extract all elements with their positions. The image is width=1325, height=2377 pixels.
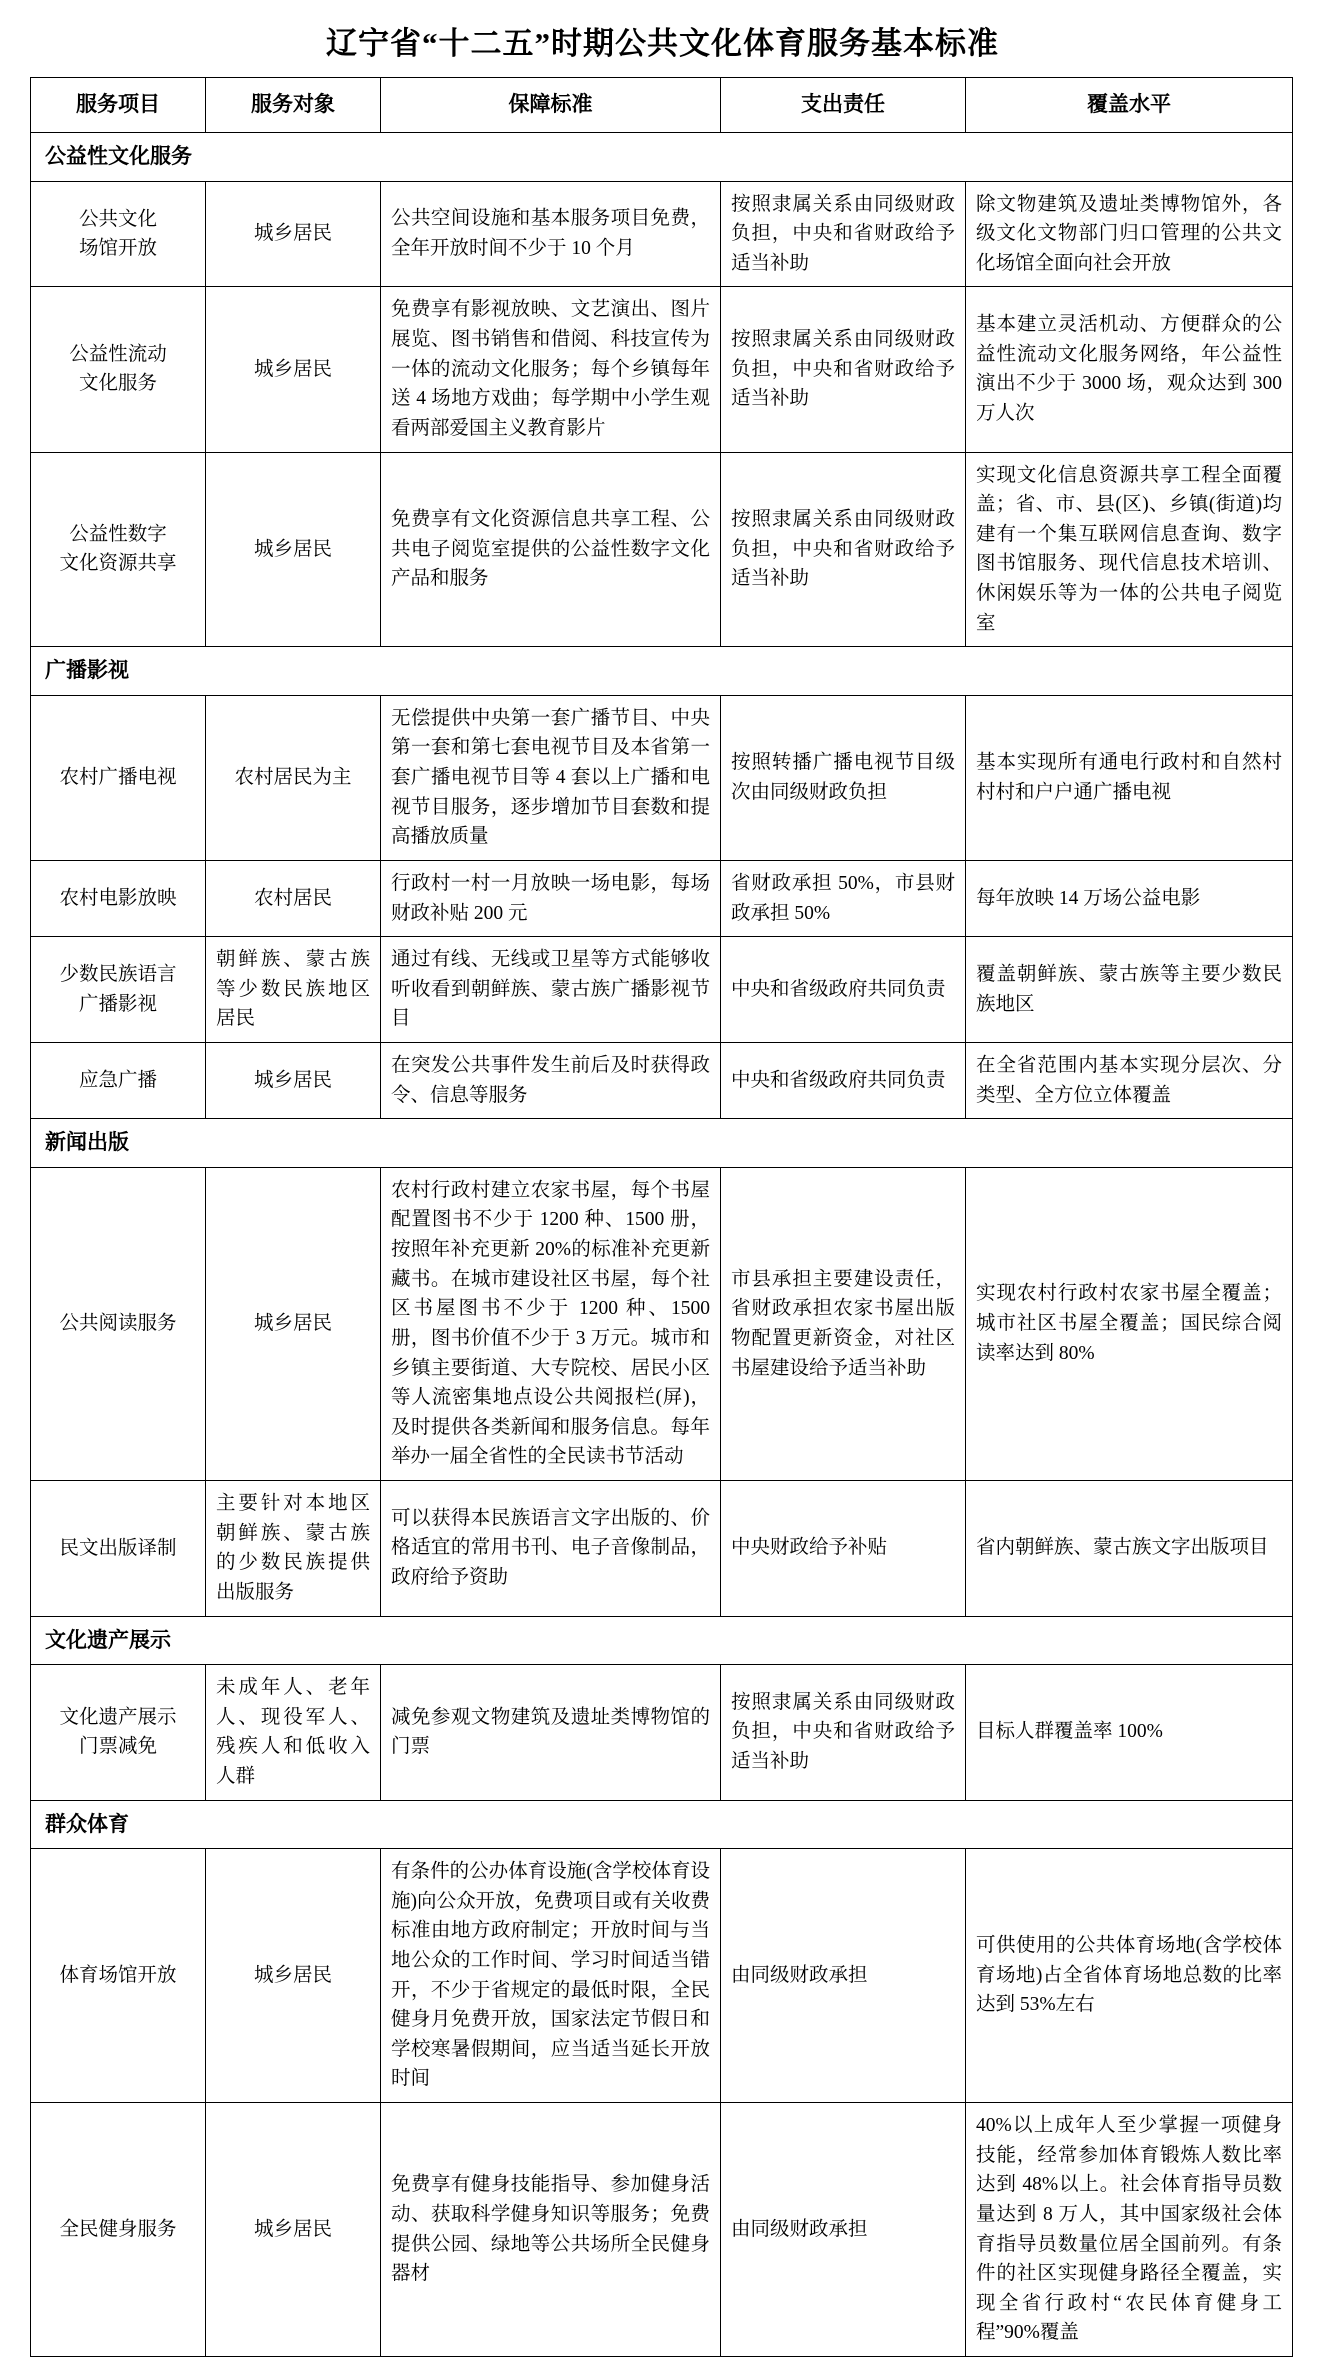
cell-service-item: 公共阅读服务: [31, 1167, 206, 1480]
section-row: [31, 647, 1293, 696]
cell-expenditure-responsibility: 中央和省级政府共同负责: [721, 1043, 966, 1119]
table-row: [31, 1043, 1293, 1119]
table-row: [31, 695, 1293, 860]
cell-service-item: 文化遗产展示 门票减免: [31, 1665, 206, 1801]
cell-guarantee-standard: 在突发公共事件发生前后及时获得政令、信息等服务: [381, 1043, 721, 1119]
cell-guarantee-standard: 农村行政村建立农家书屋，每个书屋配置图书不少于 1200 种、1500 册，按照年补充更新 20%的标准补充更新藏书。在城市建设社区书屋，每个社区书屋图书不少于 1200 种、1500 册，图书价值不少于 3 万元。城市和乡镇主要街道、大专院校、居民小区等人流密集地点设公共阅报栏(屏)，及时提供各类新闻和服务信息。每年举办一届全省性的全民读书节活动: [381, 1167, 721, 1480]
table-row: [31, 2103, 1293, 2357]
cell-guarantee-standard: 减免参观文物建筑及遗址类博物馆的门票: [381, 1665, 721, 1801]
cell-coverage-level: 40%以上成年人至少掌握一项健身技能，经常参加体育锻炼人数比率达到 48%以上。社会体育指导员数量达到 8 万人，其中国家级社会体育指导员数量位居全国前列。有条件的社区实现健身路径全覆盖，实现全省行政村“农民体育健身工程”90%覆盖: [966, 2103, 1293, 2357]
section-row: [31, 1616, 1293, 1665]
table-row: [31, 1481, 1293, 1617]
table-row: [31, 1167, 1293, 1480]
section-row: [31, 1800, 1293, 1849]
table-row: [31, 1849, 1293, 2103]
cell-expenditure-responsibility: 省财政承担 50%，市县财政承担 50%: [721, 860, 966, 936]
section-label: 新闻出版: [31, 1119, 1293, 1168]
table-row: [31, 181, 1293, 287]
cell-guarantee-standard: 无偿提供中央第一套广播节目、中央第一套和第七套电视节目及本省第一套广播电视节目等 4 套以上广播和电视节目服务，逐步增加节目套数和提高播放质量: [381, 695, 721, 860]
column-header-service-target: 服务对象: [206, 78, 381, 133]
cell-expenditure-responsibility: 由同级财政承担: [721, 2103, 966, 2357]
cell-service-target: 城乡居民: [206, 1167, 381, 1480]
cell-service-item: 少数民族语言 广播影视: [31, 937, 206, 1043]
cell-service-item: 公共文化 场馆开放: [31, 181, 206, 287]
cell-guarantee-standard: 免费享有健身技能指导、参加健身活动、获取科学健身知识等服务；免费提供公园、绿地等公共场所全民健身器材: [381, 2103, 721, 2357]
table-header-row: [31, 78, 1293, 133]
cell-coverage-level: 省内朝鲜族、蒙古族文字出版项目: [966, 1481, 1293, 1617]
cell-service-target: 城乡居民: [206, 181, 381, 287]
table-row: [31, 1665, 1293, 1801]
table-row: [31, 287, 1293, 452]
cell-guarantee-standard: 免费享有影视放映、文艺演出、图片展览、图书销售和借阅、科技宣传为一体的流动文化服务；每个乡镇每年送 4 场地方戏曲；每学期中小学生观看两部爱国主义教育影片: [381, 287, 721, 452]
cell-service-target: 城乡居民: [206, 1043, 381, 1119]
cell-expenditure-responsibility: 中央财政给予补贴: [721, 1481, 966, 1617]
cell-expenditure-responsibility: 中央和省级政府共同负责: [721, 937, 966, 1043]
cell-service-target: 农村居民为主: [206, 695, 381, 860]
cell-expenditure-responsibility: 按照隶属关系由同级财政负担，中央和省财政给予适当补助: [721, 1665, 966, 1801]
table-row: [31, 860, 1293, 936]
cell-coverage-level: 基本实现所有通电行政村和自然村村村和户户通广播电视: [966, 695, 1293, 860]
cell-coverage-level: 实现文化信息资源共享工程全面覆盖；省、市、县(区)、乡镇(街道)均建有一个集互联网信息查询、数字图书馆服务、现代信息技术培训、休闲娱乐等为一体的公共电子阅览室: [966, 452, 1293, 647]
cell-coverage-level: 实现农村行政村农家书屋全覆盖；城市社区书屋全覆盖；国民综合阅读率达到 80%: [966, 1167, 1293, 1480]
cell-service-item: 公益性数字 文化资源共享: [31, 452, 206, 647]
cell-coverage-level: 基本建立灵活机动、方便群众的公益性流动文化服务网络，年公益性演出不少于 3000 场，观众达到 300 万人次: [966, 287, 1293, 452]
cell-service-target: 城乡居民: [206, 452, 381, 647]
cell-guarantee-standard: 有条件的公办体育设施(含学校体育设施)向公众开放，免费项目或有关收费标准由地方政府制定；开放时间与当地公众的工作时间、学习时间适当错开，不少于省规定的最低时限，全民健身月免费开放，国家法定节假日和学校寒暑假期间，应当适当延长开放时间: [381, 1849, 721, 2103]
cell-guarantee-standard: 行政村一村一月放映一场电影，每场财政补贴 200 元: [381, 860, 721, 936]
cell-expenditure-responsibility: 按照转播广播电视节目级次由同级财政负担: [721, 695, 966, 860]
cell-service-item: 公益性流动 文化服务: [31, 287, 206, 452]
standards-table: [30, 77, 1293, 2357]
cell-service-item: 民文出版译制: [31, 1481, 206, 1617]
cell-expenditure-responsibility: 由同级财政承担: [721, 1849, 966, 2103]
cell-service-target: 朝鲜族、蒙古族等少数民族地区居民: [206, 937, 381, 1043]
column-header-expenditure-responsibility: 支出责任: [721, 78, 966, 133]
cell-service-target: 主要针对本地区朝鲜族、蒙古族的少数民族提供出版服务: [206, 1481, 381, 1617]
cell-service-target: 未成年人、老年人、现役军人、残疾人和低收入人群: [206, 1665, 381, 1801]
section-label: 文化遗产展示: [31, 1616, 1293, 1665]
cell-coverage-level: 目标人群覆盖率 100%: [966, 1665, 1293, 1801]
cell-expenditure-responsibility: 市县承担主要建设责任，省财政承担农家书屋出版物配置更新资金，对社区书屋建设给予适当补助: [721, 1167, 966, 1480]
column-header-service-item: 服务项目: [31, 78, 206, 133]
section-label: 公益性文化服务: [31, 133, 1293, 182]
column-header-guarantee-standard: 保障标准: [381, 78, 721, 133]
cell-coverage-level: 可供使用的公共体育场地(含学校体育场地)占全省体育场地总数的比率达到 53%左右: [966, 1849, 1293, 2103]
section-label: 群众体育: [31, 1800, 1293, 1849]
cell-coverage-level: 在全省范围内基本实现分层次、分类型、全方位立体覆盖: [966, 1043, 1293, 1119]
cell-service-target: 城乡居民: [206, 287, 381, 452]
cell-coverage-level: 覆盖朝鲜族、蒙古族等主要少数民族地区: [966, 937, 1293, 1043]
cell-guarantee-standard: 通过有线、无线或卫星等方式能够收听收看到朝鲜族、蒙古族广播影视节目: [381, 937, 721, 1043]
cell-guarantee-standard: 公共空间设施和基本服务项目免费，全年开放时间不少于 10 个月: [381, 181, 721, 287]
cell-service-target: 城乡居民: [206, 2103, 381, 2357]
table-row: [31, 937, 1293, 1043]
section-row: [31, 1119, 1293, 1168]
page-title: 辽宁省“十二五”时期公共文化体育服务基本标准: [326, 26, 999, 61]
table-body: [31, 133, 1293, 2357]
section-label: 广播影视: [31, 647, 1293, 696]
cell-guarantee-standard: 免费享有文化资源信息共享工程、公共电子阅览室提供的公益性数字文化产品和服务: [381, 452, 721, 647]
cell-expenditure-responsibility: 按照隶属关系由同级财政负担，中央和省财政给予适当补助: [721, 287, 966, 452]
cell-coverage-level: 每年放映 14 万场公益电影: [966, 860, 1293, 936]
cell-service-item: 应急广播: [31, 1043, 206, 1119]
cell-service-item: 体育场馆开放: [31, 1849, 206, 2103]
column-header-coverage-level: 覆盖水平: [966, 78, 1293, 133]
section-row: [31, 133, 1293, 182]
cell-expenditure-responsibility: 按照隶属关系由同级财政负担，中央和省财政给予适当补助: [721, 452, 966, 647]
cell-expenditure-responsibility: 按照隶属关系由同级财政负担，中央和省财政给予适当补助: [721, 181, 966, 287]
cell-coverage-level: 除文物建筑及遗址类博物馆外，各级文化文物部门归口管理的公共文化场馆全面向社会开放: [966, 181, 1293, 287]
cell-service-target: 城乡居民: [206, 1849, 381, 2103]
cell-service-item: 全民健身服务: [31, 2103, 206, 2357]
cell-service-target: 农村居民: [206, 860, 381, 936]
cell-guarantee-standard: 可以获得本民族语言文字出版的、价格适宜的常用书刊、电子音像制品，政府给予资助: [381, 1481, 721, 1617]
cell-service-item: 农村电影放映: [31, 860, 206, 936]
cell-service-item: 农村广播电视: [31, 695, 206, 860]
table-row: [31, 452, 1293, 647]
